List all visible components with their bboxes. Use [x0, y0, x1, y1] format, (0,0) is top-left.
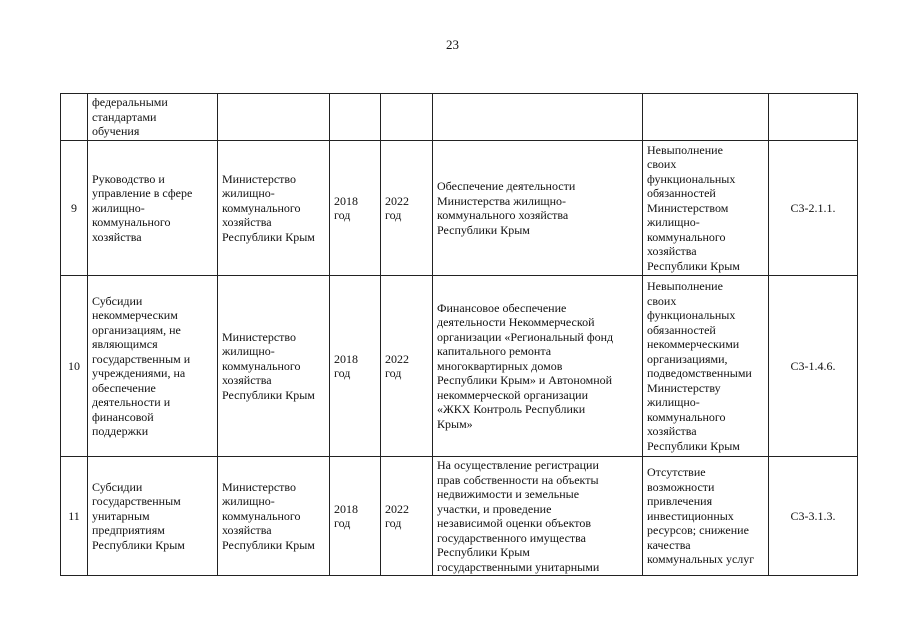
cell-text-line: коммунальных услуг	[647, 552, 755, 567]
cell-text-line: хозяйства	[222, 215, 272, 230]
risk-cell	[643, 276, 769, 457]
program-table	[60, 93, 858, 576]
cell-text: С3-3.1.3.	[790, 508, 836, 523]
row-number-cell	[61, 457, 88, 576]
cell-text-line: Отсутствие	[647, 465, 706, 480]
cell-text-line: коммунального хозяйства	[437, 208, 569, 222]
cell-text-line: Республики Крым	[437, 545, 530, 559]
cell-text-line: Республики Крым	[92, 537, 185, 552]
cell-text-line: Обеспечение деятельности	[437, 179, 576, 193]
end-year-cell	[381, 94, 433, 141]
cell-text-line: обязанностей	[647, 322, 716, 337]
cell-text-line: коммунального	[222, 358, 301, 373]
cell-text-line: участки, и проведение	[437, 501, 552, 516]
code-cell	[769, 94, 858, 141]
cell-text-line: независимой оценки объектов	[437, 516, 591, 530]
row-number-cell	[61, 276, 88, 457]
cell-text-line: обеспечение	[92, 380, 156, 395]
cell-text-line: капитального ремонта	[437, 344, 552, 359]
cell-text-line: жилищно-	[647, 215, 700, 230]
cell-text-line: деятельности Некоммерческой	[437, 315, 595, 330]
task-cell	[433, 457, 643, 576]
cell-text-line: год	[385, 516, 402, 530]
cell-text-line: государственными унитарными	[437, 559, 600, 574]
cell-text-line: прав собственности на объекты	[437, 472, 599, 487]
cell-text-line: ресурсов; снижение	[647, 523, 749, 538]
cell-text-line: Министерство	[222, 329, 296, 344]
cell-text-line: Министерство	[222, 171, 296, 186]
cell-text-line: своих	[647, 157, 677, 172]
executor-cell	[218, 276, 330, 457]
cell-text-line: Крым»	[437, 416, 473, 431]
cell-text-line: привлечения	[647, 494, 713, 509]
cell-text-line: Финансовое обеспечение	[437, 300, 567, 315]
task-cell	[433, 94, 643, 141]
risk-cell	[643, 457, 769, 576]
cell-text-line: 2022	[385, 193, 409, 208]
cell-text-line: «ЖКХ Контроль Республики	[437, 402, 586, 417]
cell-text-line: подведомственными	[647, 366, 752, 380]
event-name-cell	[88, 94, 218, 141]
cell-text-line: некоммерческой организации	[437, 387, 589, 402]
cell-text-line: Республики Крым	[647, 438, 740, 453]
cell-text-line: хозяйства	[647, 424, 697, 438]
end-year-cell	[381, 276, 433, 457]
cell-text-line: год	[334, 208, 351, 222]
cell-text-line: жилищно-	[222, 186, 275, 201]
event-name-cell	[88, 276, 218, 457]
cell-text-line: хозяйства	[92, 229, 142, 244]
cell-text-line: финансовой	[92, 409, 154, 424]
task-cell	[433, 276, 643, 457]
cell-text-line: Субсидии	[92, 479, 143, 494]
cell-text-line: жилищно-	[222, 344, 275, 359]
cell-text-line: многоквартирных домов	[437, 358, 563, 373]
cell-text-line: недвижимости и земельные	[437, 487, 580, 501]
cell-text-line: государственным	[92, 494, 181, 509]
cell-text-line: жилищно-	[222, 494, 275, 509]
cell-text-line: некоммерческим	[92, 308, 178, 322]
cell-text-line: жилищно-	[647, 395, 700, 409]
cell-text-line: Невыполнение	[647, 142, 723, 157]
cell-text-line: являющимся	[92, 337, 158, 351]
executor-cell	[218, 141, 330, 276]
cell-text-line: жилищно-	[92, 200, 145, 215]
start-year-cell	[330, 141, 381, 276]
cell-text-line: некоммерческими	[647, 337, 740, 351]
cell-text-line: управление в сфере	[92, 186, 193, 201]
code-cell	[769, 457, 858, 576]
executor-cell	[218, 457, 330, 576]
cell-text-line: организации «Региональный фонд	[437, 329, 614, 344]
cell-text-line: хозяйства	[222, 523, 272, 538]
cell-text-line: год	[334, 516, 351, 530]
page-number: 23	[446, 37, 459, 52]
cell-text-line: поддержки	[92, 424, 149, 438]
code-cell	[769, 141, 858, 276]
cell-text-line: хозяйства	[222, 373, 272, 388]
cell-text-line: Министерство	[222, 479, 296, 494]
cell-text-line: инвестиционных	[647, 508, 734, 523]
cell-text-line: Руководство и	[92, 171, 165, 186]
cell-text-line: Республики Крым	[222, 537, 315, 552]
cell-text-line: Невыполнение	[647, 279, 723, 293]
event-name-cell	[88, 457, 218, 576]
cell-text-line: коммунального	[222, 508, 301, 523]
row-number-cell	[61, 94, 88, 141]
end-year-cell	[381, 141, 433, 276]
cell-text-line: 2022	[385, 501, 409, 516]
cell-text-line: государственного имущества	[437, 530, 587, 545]
start-year-cell	[330, 457, 381, 576]
risk-cell	[643, 141, 769, 276]
cell-text-line: предприятиям	[92, 523, 165, 538]
cell-text-line: государственным и	[92, 351, 191, 366]
cell-text-line: год	[385, 366, 402, 380]
cell-text-line: функциональных	[647, 308, 736, 322]
table-row	[61, 94, 858, 141]
table-body	[61, 94, 858, 576]
cell-text-line: Министерства жилищно-	[437, 193, 567, 208]
cell-text-line: коммунального	[647, 409, 726, 424]
cell-text-line: коммунального	[647, 229, 726, 244]
cell-text: 10	[68, 358, 80, 373]
cell-text: 11	[68, 508, 80, 523]
cell-text-line: Министерством	[647, 200, 729, 215]
cell-text-line: коммунального	[92, 215, 171, 230]
cell-text: С3-2.1.1.	[790, 200, 836, 215]
cell-text-line: своих	[647, 293, 677, 308]
table-row	[61, 276, 858, 457]
cell-text-line: 2018	[334, 501, 358, 516]
cell-text-line: хозяйства	[647, 244, 697, 259]
cell-text-line: год	[334, 366, 351, 380]
code-cell	[769, 276, 858, 457]
cell-text-line: Республики Крым» и Автономной	[437, 373, 613, 388]
cell-text-line: Республики Крым	[647, 258, 740, 273]
cell-text-line: коммунального	[222, 200, 301, 215]
start-year-cell	[330, 94, 381, 141]
cell-text: 9	[71, 200, 77, 215]
cell-text-line: 2018	[334, 351, 358, 366]
table-row	[61, 141, 858, 276]
cell-text-line: Республики Крым	[222, 229, 315, 244]
task-cell	[433, 141, 643, 276]
start-year-cell	[330, 276, 381, 457]
cell-text-line: организациями,	[647, 351, 728, 366]
cell-text-line: организациям, не	[92, 322, 181, 337]
cell-text-line: год	[385, 208, 402, 222]
table-row	[61, 457, 858, 576]
cell-text-line: На осуществление регистрации	[437, 458, 599, 472]
cell-text-line: Республики Крым	[222, 387, 315, 402]
cell-text: С3-1.4.6.	[790, 358, 836, 373]
cell-text-line: обязанностей	[647, 186, 716, 201]
cell-text-line: Субсидии	[92, 293, 143, 308]
cell-text-line: деятельности и	[92, 395, 171, 409]
event-name-cell	[88, 141, 218, 276]
cell-text-line: унитарным	[92, 508, 150, 523]
cell-text-line: учреждениями, на	[92, 366, 186, 380]
cell-text-line: возможности	[647, 479, 715, 494]
risk-cell	[643, 94, 769, 141]
cell-text-line: Республики Крым	[437, 222, 530, 237]
cell-text-line: обучения	[92, 124, 140, 139]
cell-text-line: стандартами	[92, 109, 157, 124]
cell-text-line: Министерству	[647, 380, 721, 395]
cell-text-line: функциональных	[647, 171, 736, 186]
row-number-cell	[61, 141, 88, 276]
end-year-cell	[381, 457, 433, 576]
cell-text-line: качества	[647, 537, 691, 552]
executor-cell	[218, 94, 330, 141]
cell-text-line: федеральными	[92, 95, 168, 110]
cell-text-line: 2018	[334, 193, 358, 208]
cell-text-line: 2022	[385, 351, 409, 366]
